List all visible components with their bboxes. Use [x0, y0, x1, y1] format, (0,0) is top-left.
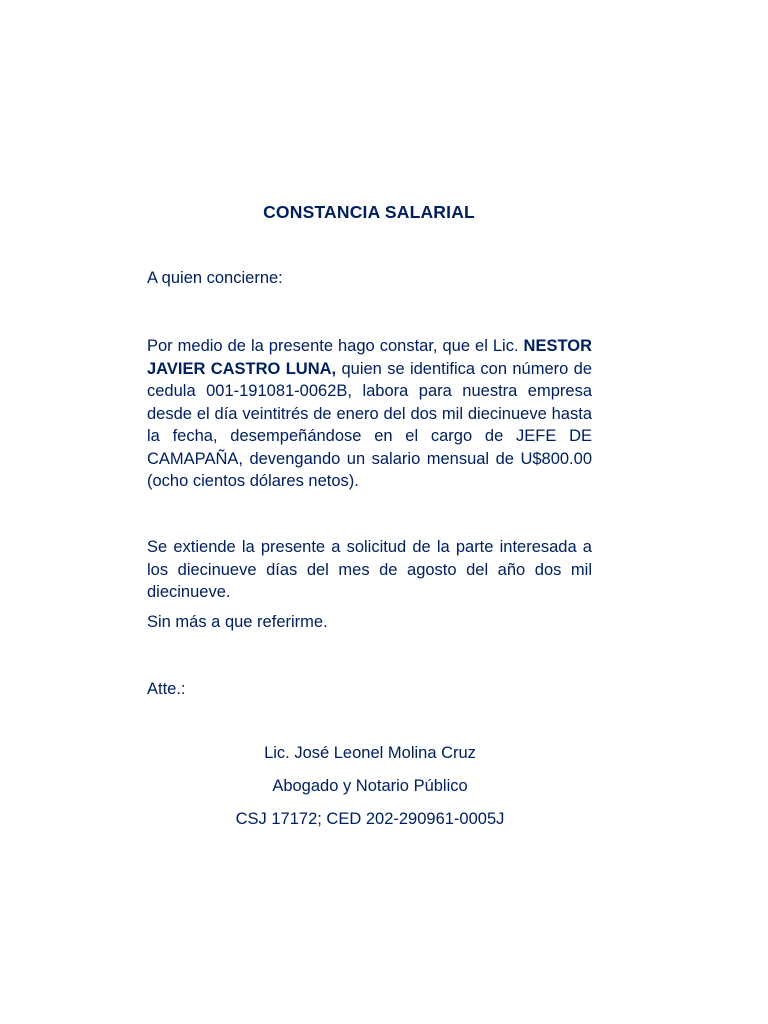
- salutation: A quien concierne:: [147, 269, 283, 287]
- paragraph-intro: Por medio de la presente hago constar, que el Lic.: [147, 337, 524, 355]
- atte-label: Atte.:: [147, 680, 186, 698]
- document-title: CONSTANCIA SALARIAL: [263, 202, 475, 222]
- signatory-name: Lic. José Leonel Molina Cruz: [264, 744, 476, 762]
- signatory-title: Abogado y Notario Público: [272, 777, 468, 795]
- paragraph-employment: [147, 335, 592, 493]
- paragraph-body: quien se identifica con número de cedula 001-191081-0062B, labora para nuestra empresa desde el día veintitrés de enero del dos mil diecinueve hasta la fecha, desempeñándose en el cargo de JEFE DE CAMAPAÑA, devengando un salario mensual de U$800.00 (ocho cientos dólares netos).: [147, 359, 593, 490]
- closing-line: Sin más a que referirme.: [147, 613, 328, 631]
- signatory-ids: CSJ 17172; CED 202-290961-0005J: [235, 810, 505, 828]
- paragraph-issuance: Se extiende la presente a solicitud de la parte interesada a los diecinueve días del mes de agosto del año dos mil diecinueve.: [147, 538, 592, 601]
- employee-name: NESTOR JAVIER CASTRO LUNA,: [147, 337, 592, 378]
